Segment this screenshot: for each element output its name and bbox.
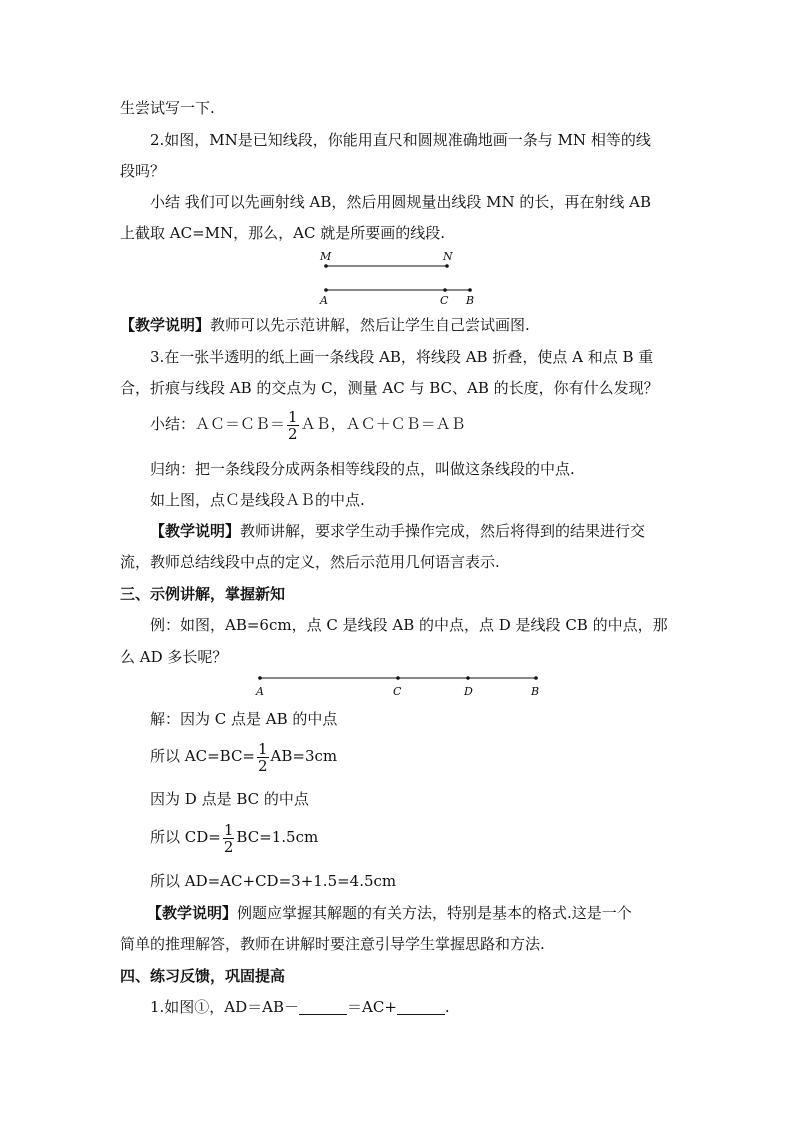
segment-figure-acdb bbox=[250, 670, 550, 700]
label-a: A bbox=[256, 685, 264, 698]
point-c bbox=[396, 676, 400, 680]
solution-line: 所以 AD=AC+CD=3+1.5=4.5cm bbox=[150, 872, 397, 890]
summary-line: 小结 我们可以先画射线 AB，然后用圆规量出线段 MN 的长，再在射线 AB bbox=[150, 193, 652, 211]
point-m bbox=[324, 264, 328, 268]
teaching-note bbox=[150, 515, 710, 547]
teaching-note bbox=[120, 309, 680, 341]
solution-formula: 所以 AC=BC= $\frac{1}{2}$ AB=3cm bbox=[150, 739, 338, 775]
segment-figure-mn-abc bbox=[310, 247, 490, 307]
teaching-note bbox=[147, 897, 707, 929]
label-b: B bbox=[531, 685, 540, 698]
text-line: 上截取 AC=MN，那么，AC 就是所要画的线段. bbox=[120, 224, 445, 242]
text-line: 如上图，点Ｃ是线段ＡＢ的中点. bbox=[150, 491, 365, 509]
point-b bbox=[468, 288, 472, 292]
fraction-half: $\frac{1}{2}$ bbox=[223, 820, 234, 856]
label-b: B bbox=[466, 294, 475, 307]
point-a bbox=[324, 288, 328, 292]
point-c bbox=[443, 288, 447, 292]
solution-formula: 所以 CD= $\frac{1}{2}$ BC=1.5cm bbox=[150, 820, 319, 856]
point-a bbox=[258, 676, 262, 680]
label-n: N bbox=[443, 250, 453, 263]
answer-blank[interactable] bbox=[299, 998, 347, 1015]
teaching-note-tag: 【教学说明】 bbox=[147, 904, 238, 922]
point-n bbox=[445, 264, 449, 268]
point-d bbox=[466, 676, 470, 680]
text-line: 简单的推理解答，教师在讲解时要注意引导学生掌握思路和方法. bbox=[120, 935, 545, 953]
example-line: 例：如图，AB=6cm，点 C 是线段 AB 的中点，点 D 是线段 CB 的中点，那 bbox=[150, 616, 668, 634]
text-line: 归纳：把一条线段分成两条相等线段的点，叫做这条线段的中点. bbox=[150, 460, 575, 478]
teaching-note-tag: 【教学说明】 bbox=[150, 522, 241, 540]
teaching-note-tag: 【教学说明】 bbox=[120, 316, 211, 334]
text-line: 段吗？ bbox=[120, 162, 166, 180]
label-d: D bbox=[464, 685, 473, 698]
answer-blank[interactable] bbox=[397, 998, 445, 1015]
label-m: M bbox=[320, 250, 332, 263]
section-heading: 四、练习反馈，巩固提高 bbox=[120, 967, 286, 985]
text-line: 3.在一张半透明的纸上画一条线段 AB，将线段 AB 折叠，使点 A 和点 B 重 bbox=[150, 348, 654, 366]
exercise-line: 1.如图①，AD＝AB－ ＝AC+ . bbox=[150, 998, 450, 1016]
point-b bbox=[534, 676, 538, 680]
solution-line: 因为 D 点是 BC 的中点 bbox=[150, 790, 309, 808]
label-c: C bbox=[440, 294, 449, 307]
text-line: 2.如图，MN是已知线段，你能用直尺和圆规准确地画一条与 MN 相等的线 bbox=[150, 131, 651, 149]
text-line: 生尝试写一下. bbox=[120, 99, 215, 117]
text-line: 么 AD 多长呢？ bbox=[120, 648, 228, 666]
label-c: C bbox=[393, 685, 402, 698]
summary-formula: 小结：ＡＣ＝ＣＢ＝ $\frac{1}{2}$ ＡＢ，ＡＣ＋ＣＢ＝ＡＢ bbox=[150, 407, 466, 443]
section-heading: 三、示例讲解，掌握新知 bbox=[120, 585, 286, 603]
teaching-note-text: 例题应掌握其解题的有关方法，特别是基本的格式.这是一个 bbox=[237, 904, 632, 922]
text-line: 流，教师总结线段中点的定义，然后示范用几何语言表示. bbox=[120, 553, 500, 571]
text-line: 合，折痕与线段 AB 的交点为 C，测量 AC 与 BC、AB 的长度，你有什么发现？ bbox=[120, 379, 659, 397]
label-a: A bbox=[320, 294, 328, 307]
teaching-note-text: 教师可以先示范讲解，然后让学生自己尝试画图. bbox=[210, 316, 530, 334]
teaching-note-text: 教师讲解，要求学生动手操作完成，然后将得到的结果进行交 bbox=[240, 522, 646, 540]
solution-line: 解：因为 C 点是 AB 的中点 bbox=[150, 710, 338, 728]
fraction-half: $\frac{1}{2}$ bbox=[258, 739, 268, 775]
fraction-half: $\frac{1}{2}$ bbox=[288, 407, 298, 443]
